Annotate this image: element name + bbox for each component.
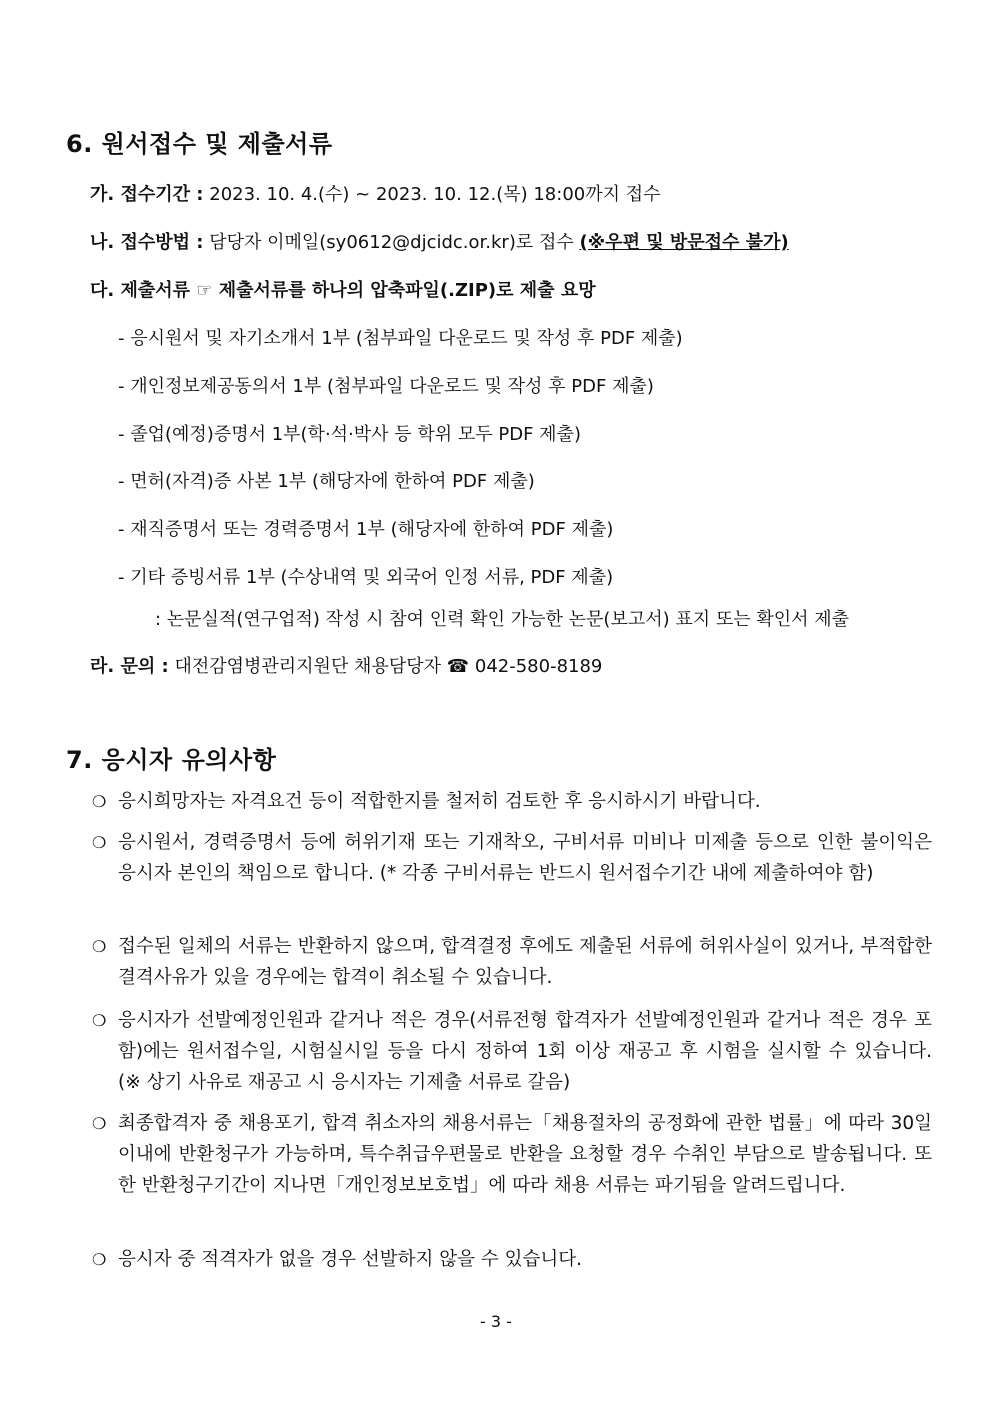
inquiry <box>90 652 602 678</box>
application-method-label: 나. 접수방법 : <box>90 232 204 253</box>
application-period <box>90 180 661 206</box>
application-period-label: 가. 접수기간 : <box>90 184 204 205</box>
bullet-circle-icon: ❍ <box>92 833 107 852</box>
notice-text: 접수된 일체의 서류는 반환하지 않으며, 합격결정 후에도 제출된 서류에 허위사실이 있거나, 부적합한 결격사유가 있을 경우에는 합격이 취소될 수 있습니다. <box>118 936 932 988</box>
application-period-text: 2023. 10. 4.(수) ~ 2023. 10. 12.(목) 18:00까지 접수 <box>203 184 661 205</box>
page-number: - 3 - <box>480 1312 512 1331</box>
required-documents-heading: 다. 제출서류 ☞ 제출서류를 하나의 압축파일(.ZIP)로 제출 요망 <box>90 280 596 301</box>
document-item: - 응시원서 및 자기소개서 1부 (첨부파일 다운로드 및 작성 후 PDF 제출) <box>118 328 683 349</box>
document-item: - 졸업(예정)증명서 1부(학·석·박사 등 학위 모두 PDF 제출) <box>118 424 581 445</box>
section-6-heading: 6. 원서접수 및 제출서류 <box>66 130 333 158</box>
bullet-circle-icon: ❍ <box>92 792 107 811</box>
notice-text: 응시자 중 적격자가 없을 경우 선발하지 않을 수 있습니다. <box>118 1249 582 1270</box>
notice-item <box>92 1244 932 1275</box>
notice-item <box>92 931 932 993</box>
bullet-circle-icon: ❍ <box>92 1114 107 1133</box>
notice-text: 응시자가 선발예정인원과 같거나 적은 경우(서류전형 합격자가 선발예정인원과 같거나 적은 경우 포함)에는 원서접수일, 시험실시일 등을 다시 정하여 1회 이상 재공고 후 시험을 실시할 수 있습니다. (※ 상기 사유로 재공고 시 응시자는 기제출 서류로 갈음) <box>118 1010 932 1093</box>
bullet-circle-icon: ❍ <box>92 937 107 956</box>
notice-item <box>92 827 932 889</box>
document-item: - 개인정보제공동의서 1부 (첨부파일 다운로드 및 작성 후 PDF 제출) <box>118 376 654 397</box>
inquiry-label: 라. 문의 : <box>90 656 169 677</box>
notice-text: 응시원서, 경력증명서 등에 허위기재 또는 기재착오, 구비서류 미비나 미제출 등으로 인한 불이익은 응시자 본인의 책임으로 합니다. (* 각종 구비서류는 반드시 원서접수기간 내에 제출하여야 함) <box>118 832 932 884</box>
section-7-heading: 7. 응시자 유의사항 <box>66 746 277 774</box>
document-item: - 재직증명서 또는 경력증명서 1부 (해당자에 한하여 PDF 제출) <box>118 519 614 540</box>
application-method-text: 담당자 이메일(sy0612@djcidc.or.kr)로 접수 <box>203 232 580 253</box>
notice-item <box>92 1005 932 1098</box>
application-method <box>90 228 789 254</box>
inquiry-text: 대전감염병관리지원단 채용담당자 ☎ 042-580-8189 <box>168 656 603 677</box>
notice-item <box>92 1108 932 1201</box>
notice-item <box>92 786 932 817</box>
documents-note: : 논문실적(연구업적) 작성 시 참여 인력 확인 가능한 논문(보고서) 표지 또는 확인서 제출 <box>155 609 850 630</box>
notice-text: 응시희망자는 자격요건 등이 적합한지를 철저히 검토한 후 응시하시기 바랍니다. <box>118 791 761 812</box>
bullet-circle-icon: ❍ <box>92 1011 107 1030</box>
bullet-circle-icon: ❍ <box>92 1250 107 1269</box>
notice-text: 최종합격자 중 채용포기, 합격 취소자의 채용서류는「채용절차의 공정화에 관한 법률」에 따라 30일 이내에 반환청구가 가능하며, 특수취급우편물로 반환을 요청할 경우 수취인 부담으로 발송됩니다. 또한 반환청구기간이 지나면「개인정보보호법」에 따라 채용 서류는 파기됨을 알려드립니다. <box>118 1113 932 1196</box>
document-item: - 기타 증빙서류 1부 (수상내역 및 외국어 인정 서류, PDF 제출) <box>118 567 614 588</box>
application-method-note: (※우편 및 방문접수 불가) <box>579 232 789 253</box>
document-item: - 면허(자격)증 사본 1부 (해당자에 한하여 PDF 제출) <box>118 471 535 492</box>
